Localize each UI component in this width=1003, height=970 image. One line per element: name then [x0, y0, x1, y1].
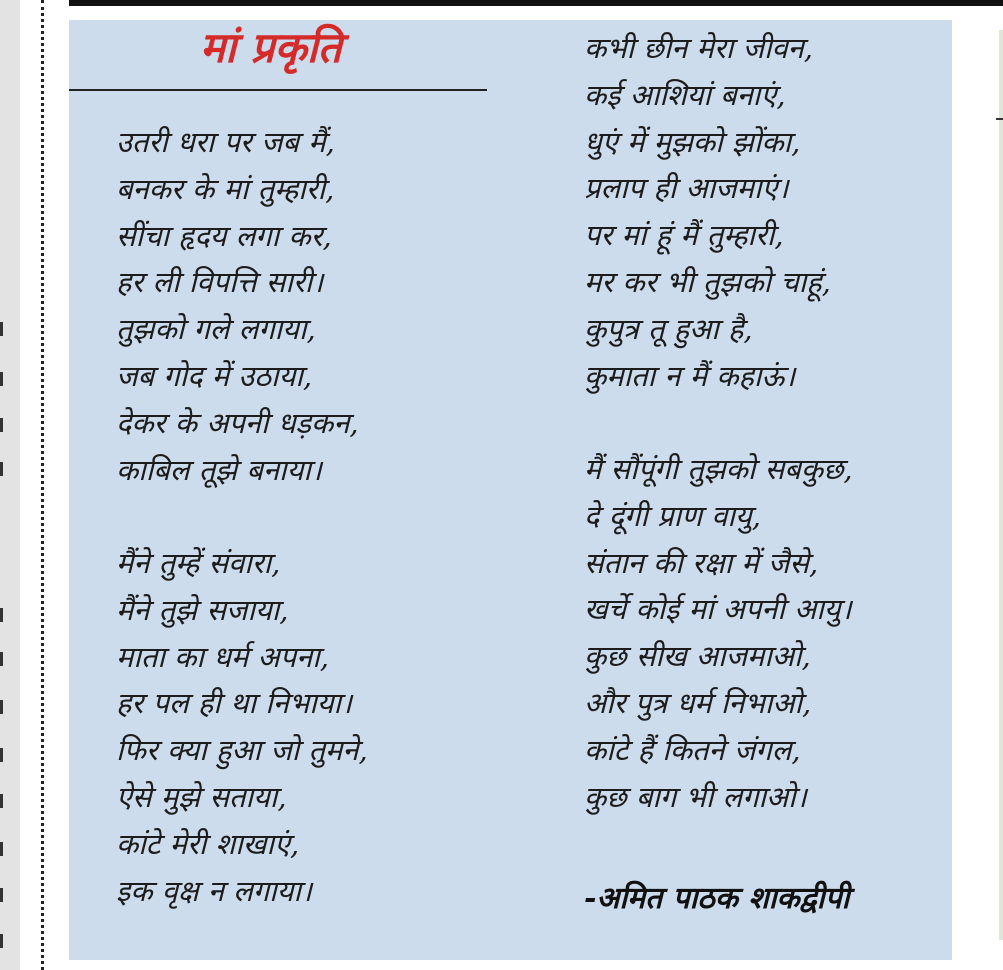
poem-line: खर्चे कोई मां अपनी आयु।	[584, 592, 852, 627]
adjacent-column-text-fragments	[0, 0, 10, 970]
poem-line: कुमाता न मैं कहाऊं।	[584, 358, 796, 393]
top-rule	[69, 0, 1003, 6]
poem-line: तुझको गले लगाया,	[116, 312, 316, 347]
title-underline	[69, 89, 487, 91]
poem-line: जब गोद में उठाया,	[116, 358, 313, 393]
poem-line: और पुत्र धर्म निभाओ,	[584, 685, 812, 720]
poem-line: दे दूंगी प्राण वायु,	[584, 498, 761, 533]
poem-line: कुपुत्र तू हुआ है,	[584, 311, 753, 346]
poem-line: संतान की रक्षा में जैसे,	[584, 545, 819, 580]
poem-line: मैं सौंपूंगी तुझको सबकुछ,	[584, 452, 853, 486]
stanza-4	[584, 446, 853, 820]
poem-line: देकर के अपनी धड़कन,	[116, 405, 359, 440]
poem-line: माता का धर्म अपना,	[116, 639, 329, 674]
poem-line: कुछ बाग भी लगाओ।	[584, 779, 807, 814]
column-divider-dotted	[41, 0, 44, 970]
poem-line: धुएं में मुझको झोंका,	[584, 124, 801, 159]
adjacent-article-edge	[999, 30, 1003, 940]
poem-line: प्रलाप ही आजमाएं।	[584, 171, 789, 206]
stanza-3	[584, 25, 831, 399]
poem-line: कुछ सीख आजमाओ,	[584, 639, 811, 674]
poem-line: कांटे मेरी शाखाएं,	[116, 826, 300, 861]
poem-line: कांटे हैं कितने जंगल,	[584, 732, 801, 767]
poem-line: मैंने तुम्हें संवारा,	[116, 546, 281, 580]
poem-line: इक वृक्ष न लगाया।	[116, 873, 313, 908]
poem-line: उतरी धरा पर जब मैं,	[116, 125, 335, 159]
adjacent-article-mark	[996, 118, 1003, 120]
poem-line: मर कर भी तुझको चाहूं,	[584, 264, 831, 299]
stanza-2	[116, 540, 368, 914]
poem-title: मां प्रकृति	[200, 23, 342, 72]
poem-line: सींचा हृदय लगा कर,	[116, 218, 332, 253]
poem-line: हर ली विपत्ति सारी।	[116, 265, 324, 300]
poem-line: काबिल तूझे बनाया।	[116, 452, 322, 487]
poem-line: बनकर के मां तुम्हारी,	[116, 171, 335, 206]
poem-line: ऐसे मुझे सताया,	[116, 779, 287, 814]
poem-line: कभी छीन मेरा जीवन,	[584, 31, 813, 65]
author-byline: -अमित पाठक शाकद्वीपी	[584, 881, 850, 916]
poem-line: हर पल ही था निभाया।	[116, 686, 353, 721]
poem-line: मैंने तुझे सजाया,	[116, 592, 289, 627]
poem-line: कई आशियां बनाएं,	[584, 77, 786, 112]
poem-line: फिर क्या हुआ जो तुमने,	[116, 733, 368, 768]
poem-line: पर मां हूं मैं तुम्हारी,	[584, 218, 784, 253]
stanza-1	[116, 119, 359, 493]
